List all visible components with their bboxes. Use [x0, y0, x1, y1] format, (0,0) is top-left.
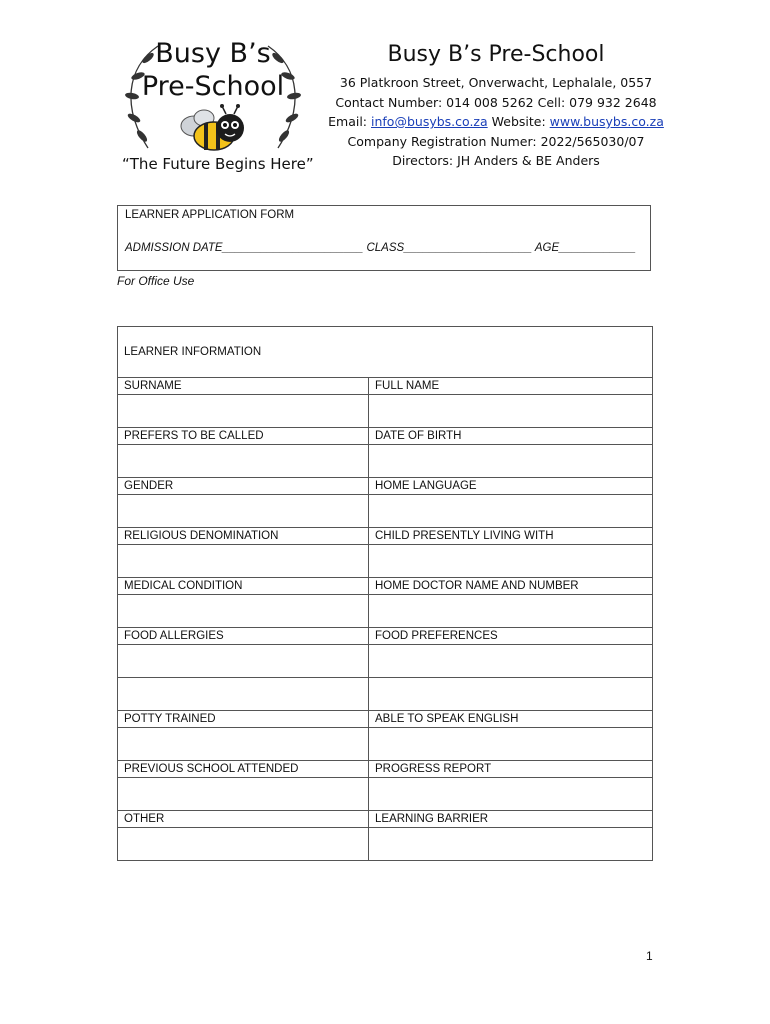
field-label: FULL NAME — [369, 378, 653, 395]
field-label: HOME LANGUAGE — [369, 478, 653, 495]
entry-field[interactable] — [369, 595, 653, 628]
logo-tagline: “The Future Begins Here” — [122, 155, 314, 173]
table-row — [118, 478, 653, 495]
entry-row — [118, 678, 653, 711]
entry-field[interactable] — [118, 595, 369, 628]
field-label: POTTY TRAINED — [118, 711, 369, 728]
field-label: FOOD PREFERENCES — [369, 628, 653, 645]
entry-field[interactable] — [369, 495, 653, 528]
entry-row — [118, 445, 653, 478]
entry-field[interactable] — [369, 395, 653, 428]
table-row — [118, 628, 653, 645]
email-link[interactable]: info@busybs.co.za — [371, 114, 488, 129]
school-logo — [118, 38, 314, 178]
entry-row — [118, 495, 653, 528]
email-website-line — [322, 112, 670, 132]
field-label: GENDER — [118, 478, 369, 495]
website-link[interactable]: www.busybs.co.za — [549, 114, 664, 129]
table-row — [118, 378, 653, 395]
entry-row — [118, 828, 653, 861]
section-title: LEARNER INFORMATION — [118, 327, 653, 378]
entry-field[interactable] — [369, 678, 653, 711]
entry-field[interactable] — [369, 778, 653, 811]
field-label: ABLE TO SPEAK ENGLISH — [369, 711, 653, 728]
entry-field[interactable] — [118, 545, 369, 578]
table-row — [118, 711, 653, 728]
office-use-caption: For Office Use — [117, 274, 195, 288]
directors-line: Directors: JH Anders & BE Anders — [392, 153, 600, 168]
table-row — [118, 578, 653, 595]
field-label: LEARNING BARRIER — [369, 811, 653, 828]
field-label: PREVIOUS SCHOOL ATTENDED — [118, 761, 369, 778]
entry-field[interactable] — [118, 495, 369, 528]
field-label: HOME DOCTOR NAME AND NUMBER — [369, 578, 653, 595]
entry-field[interactable] — [118, 395, 369, 428]
field-label: DATE OF BIRTH — [369, 428, 653, 445]
contact-line: Contact Number: 014 008 5262 Cell: 079 932 2648 — [335, 94, 657, 110]
field-label: OTHER — [118, 811, 369, 828]
registration-line: Company Registration Numer: 2022/565030/07 — [347, 133, 645, 149]
entry-field[interactable] — [118, 728, 369, 761]
field-label: FOOD ALLERGIES — [118, 628, 369, 645]
table-row — [118, 528, 653, 545]
bee-icon — [174, 104, 254, 154]
form-title: LEARNER APPLICATION FORM — [125, 209, 295, 221]
entry-field[interactable] — [118, 778, 369, 811]
entry-row — [118, 778, 653, 811]
entry-field[interactable] — [369, 545, 653, 578]
section-header-row — [118, 327, 653, 378]
entry-field[interactable] — [118, 678, 369, 711]
logo-title-line1: Busy B’s — [155, 38, 271, 69]
table-row — [118, 428, 653, 445]
entry-row — [118, 545, 653, 578]
entry-field[interactable] — [118, 645, 369, 678]
logo-title-line2: Pre-School — [141, 71, 285, 102]
entry-row — [118, 728, 653, 761]
school-name: Busy B’s Pre-School — [387, 42, 605, 67]
website-label: Website: — [491, 114, 546, 129]
learner-information-table — [117, 326, 653, 861]
field-label: RELIGIOUS DENOMINATION — [118, 528, 369, 545]
school-header — [322, 40, 670, 171]
entry-row — [118, 595, 653, 628]
email-label: Email: — [328, 114, 368, 129]
table-row — [118, 761, 653, 778]
entry-row — [118, 395, 653, 428]
entry-field[interactable] — [369, 645, 653, 678]
entry-field[interactable] — [118, 445, 369, 478]
field-label: CHILD PRESENTLY LIVING WITH — [369, 528, 653, 545]
office-use-box — [117, 205, 651, 271]
entry-field[interactable] — [369, 828, 653, 861]
entry-row — [118, 645, 653, 678]
field-label: SURNAME — [118, 378, 369, 395]
page-number: 1 — [646, 949, 653, 963]
entry-field[interactable] — [118, 828, 369, 861]
entry-field[interactable] — [369, 445, 653, 478]
field-label: PREFERS TO BE CALLED — [118, 428, 369, 445]
entry-field[interactable] — [369, 728, 653, 761]
admission-class-age-line[interactable]: ADMISSION DATE______________________ CLASS____________________ AGE____________ — [125, 242, 636, 254]
table-row — [118, 811, 653, 828]
field-label: MEDICAL CONDITION — [118, 578, 369, 595]
field-label: PROGRESS REPORT — [369, 761, 653, 778]
address-line: 36 Platkroon Street, Onverwacht, Lephalale, 0557 — [339, 75, 653, 90]
